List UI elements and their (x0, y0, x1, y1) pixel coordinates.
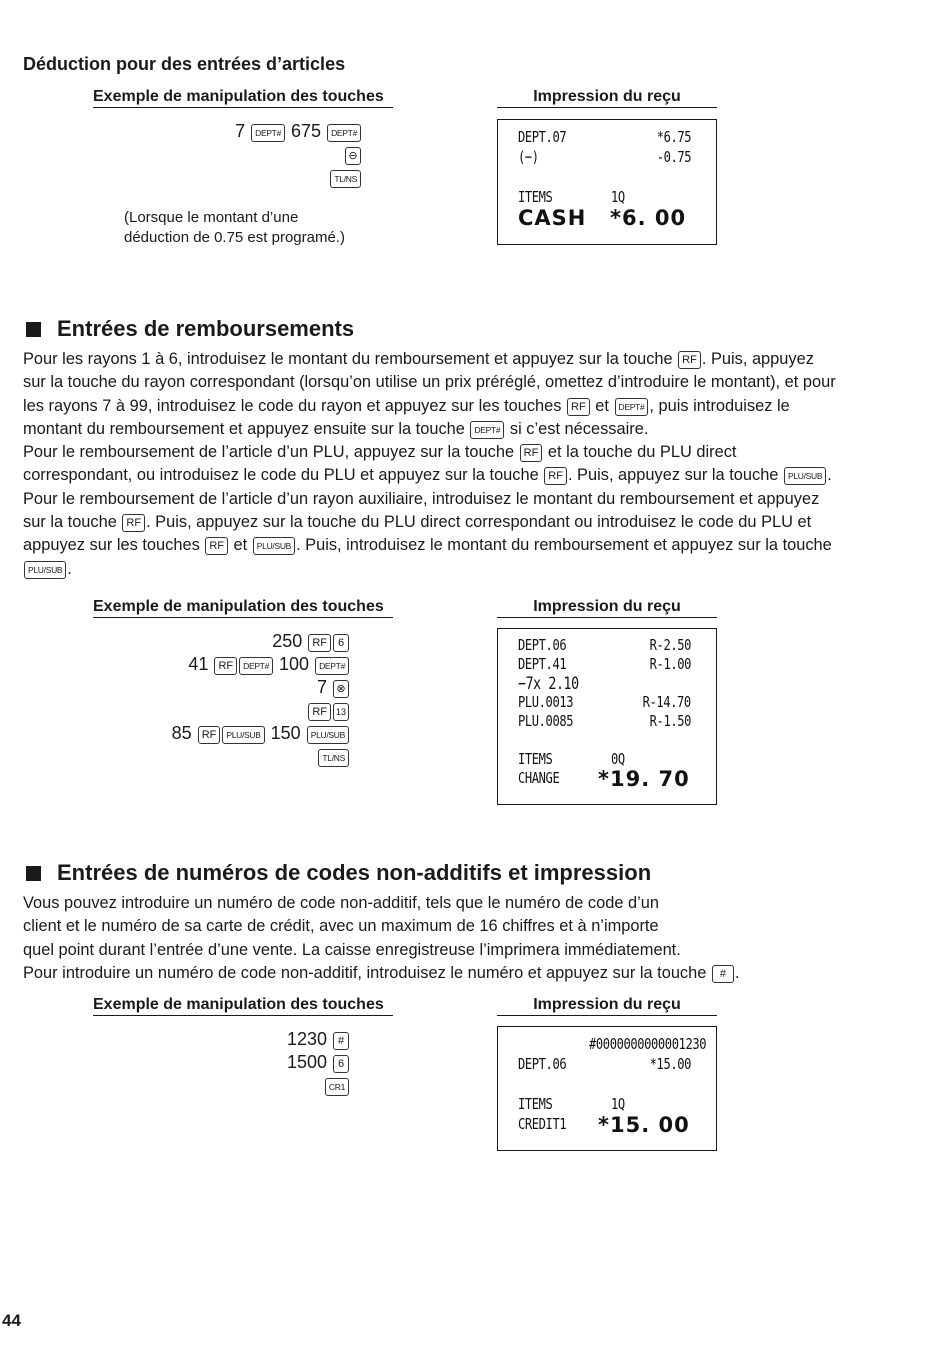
keys-example-label: Exemple de manipulation des touches (93, 88, 393, 108)
dept-key: DEPT# (315, 657, 349, 675)
plu-13-key: 13 (333, 703, 349, 721)
key-sequence-non-additive: 1230 # 1500 6 CR1 (287, 1028, 350, 1097)
section-heading-non-additive: Entrées de numéros de codes non-additifs et impression (26, 860, 651, 886)
plu-sub-key: PLU/SUB (24, 561, 66, 579)
rf-key: RF (308, 634, 331, 652)
dept-6-key: 6 (333, 634, 349, 652)
rf-key: RF (122, 514, 145, 532)
page-number: 44 (2, 1311, 21, 1330)
receipt-deduction: DEPT.07 *6.75 (−) -0.75 ITEMS 1Q CASH *6. 00 (497, 119, 717, 245)
refunds-paragraph: Pour les rayons 1 à 6, introduisez le montant du remboursement et appuyez sur la touche RF . Puis, appuyez sur la touche du rayon correspondant (lorsqu’on utilise un prix préréglé, omettez d’introduire le montant), et pour les rayons 7 à 99, introduisez le code du rayon et appuyez sur les touches RF et DEPT# , puis introduisez le montant du remboursement et appuyez ensuite sur la touche DEPT# si c’est nécessaire. Pour le remboursement de l’article d’un PLU, appuyez sur la touche RF et la touche du PLU direct correspondant, ou introduisez le code du PLU et appuyez sur la touche RF . Puis, appuyez sur la touche PLU/SUB . Pour le remboursement de l’article d’un rayon auxiliaire, introduisez le montant du remboursement et appuyez sur la touche RF . Puis, appuyez sur la touche du PLU direct correspondant ou introduisez le code du PLU et appuyez sur les touches RF et PLU/SUB . Puis, introduisez le montant du remboursement et appuyez sur la touche PLU/SUB . (23, 350, 836, 578)
dept-key: DEPT# (615, 398, 649, 416)
section-heading-deduction: Déduction pour des entrées d’articles (23, 54, 346, 74)
key-sequence-refunds: 250 RF 6 41 RF DEPT# 100 DEPT# 7 ⊗ RF 13 85 RF PLU/SUB 150 PLU/SUB TL/NS (172, 630, 350, 768)
dept-key: DEPT# (327, 124, 361, 142)
bullet-square-icon (26, 866, 41, 881)
plu-sub-key: PLU/SUB (222, 726, 264, 744)
rf-key: RF (544, 467, 567, 485)
key-sequence-deduction: 7 DEPT# 675 DEPT# ⊖ TL/NS (235, 120, 362, 189)
plu-sub-key: PLU/SUB (253, 537, 295, 555)
plu-sub-key: PLU/SUB (307, 726, 349, 744)
rf-key: RF (308, 703, 331, 721)
rf-key: RF (678, 351, 701, 369)
dept-key: DEPT# (470, 421, 504, 439)
dept-6-key: 6 (333, 1055, 349, 1073)
multiply-key: ⊗ (333, 680, 349, 698)
hash-key: # (712, 965, 734, 983)
cr1-key: CR1 (325, 1078, 349, 1096)
receipt-non-additive: #0000000000001230 DEPT.06 *15.00 ITEMS 1Q CREDIT1 *15. 00 (497, 1026, 717, 1151)
non-additive-paragraph: Vous pouvez introduire un numéro de code non-additif, tels que le numéro de code d’un client et le numéro de sa carte de crédit, avec un maximum de 16 chiffres et à n’importe quel point durant l’entrée d’une vente. La caisse enregistreuse l’imprimera immédiatement. Pour introduire un numéro de code non-additif, introduisez le numéro et appuyez sur la touche # . (23, 894, 740, 982)
dept-key: DEPT# (251, 124, 285, 142)
rf-key: RF (520, 444, 543, 462)
receipt-print-label: Impression du reçu (497, 88, 717, 108)
hash-key: # (333, 1032, 349, 1050)
bullet-square-icon (26, 322, 41, 337)
rf-key: RF (567, 398, 590, 416)
receipt-print-label: Impression du reçu (497, 598, 717, 618)
keys-example-label: Exemple de manipulation des touches (93, 598, 393, 618)
receipt-print-label: Impression du reçu (497, 996, 717, 1016)
keys-example-label: Exemple de manipulation des touches (93, 996, 393, 1016)
tlns-key: TL/NS (318, 749, 349, 767)
section-heading-refunds: Entrées de remboursements (26, 316, 354, 342)
dept-key: DEPT# (239, 657, 273, 675)
rf-key: RF (214, 657, 237, 675)
rf-key: RF (205, 537, 228, 555)
rf-key: RF (198, 726, 221, 744)
tlns-key: TL/NS (330, 170, 361, 188)
minus-key: ⊖ (345, 147, 361, 165)
receipt-refunds: DEPT.06 R-2.50 DEPT.41 R-1.00 −7x 2.10 PLU.0013 R-14.70 PLU.0085 R-1.50 ITEMS 0Q CHANGE *19. 70 (497, 628, 717, 805)
plu-sub-key: PLU/SUB (784, 467, 826, 485)
deduction-note: (Lorsque le montant d’une déduction de 0.75 est programé.) (124, 209, 345, 246)
